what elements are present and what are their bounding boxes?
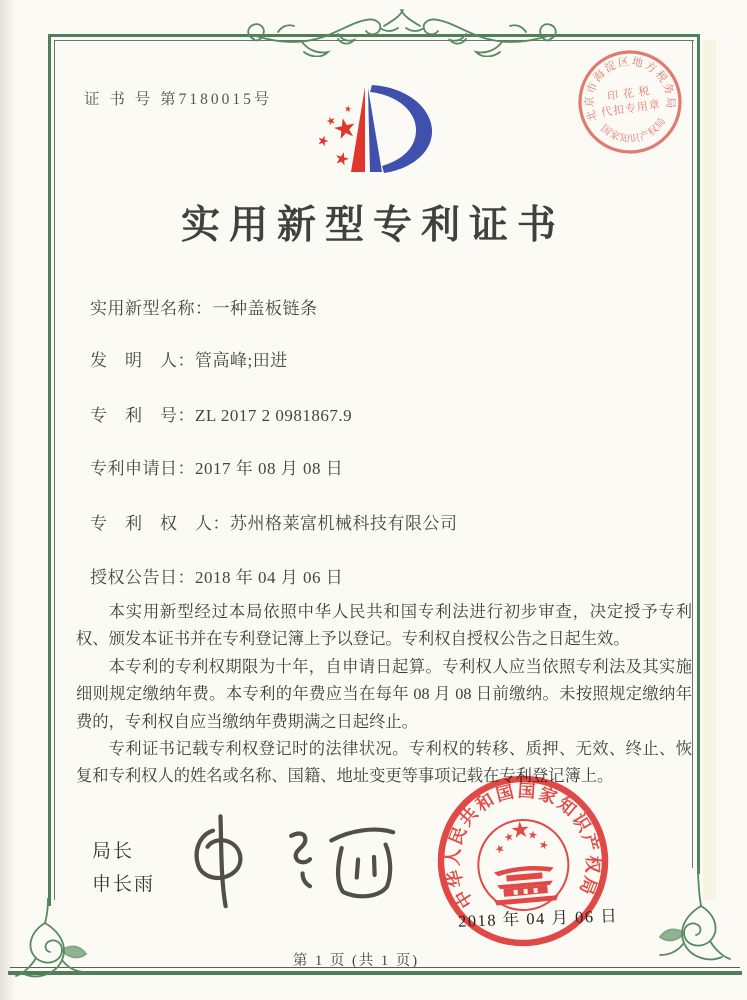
cnipa-logo xyxy=(300,80,450,180)
application-date-field xyxy=(90,454,343,479)
patentee-field xyxy=(90,509,458,534)
scan-edge-shading xyxy=(0,0,16,1000)
scan-streak xyxy=(703,40,716,900)
logo-stars xyxy=(317,105,357,166)
frame-border-bottom xyxy=(8,971,742,975)
page-footer: 第 1 页 (共 1 页) xyxy=(292,953,420,969)
frame-border-left xyxy=(48,34,51,906)
body-paragraph-3: 专利证书记载专利权登记时的法律状况。专利权的转移、质押、无效、终止、恢复和专利权人的姓名或名称、国籍、地址变更等事项记载在专利登记簿上。 xyxy=(76,739,692,786)
tax-stamp xyxy=(568,40,692,164)
body-paragraph-2: 本专利的专利权期限为十年，自申请日起算。专利权人应当依照专利法及其实施细则规定缴纳年费。本专利的年费应当在每年 08 月 08 日前缴纳。未按照规定缴纳年费的，专利权自应当缴纳年费期满之日起终止。 xyxy=(76,656,692,731)
national-emblem xyxy=(475,816,573,914)
officer-name: 申长雨 xyxy=(92,874,156,895)
patent-name-label: 实用新型名称： xyxy=(90,299,213,318)
patent-number-field xyxy=(90,401,352,426)
application-date-value: 2017 年 08 月 08 日 xyxy=(195,459,344,478)
patent-number-label: 专 利 号： xyxy=(90,406,195,425)
application-date-label: 专利申请日： xyxy=(90,459,195,478)
patentee-label: 专 利 权 人： xyxy=(90,514,230,533)
patentee-value: 苏州格莱富机械科技有限公司 xyxy=(230,514,458,533)
tax-stamp-center-line1: 印 花 税 xyxy=(606,85,652,104)
issue-date: 2018 年 04 月 06 日 xyxy=(457,906,619,931)
patent-name-value: 一种盖板链条 xyxy=(212,299,318,318)
logo-cone-red xyxy=(351,87,365,172)
inventor-field xyxy=(90,346,288,371)
certificate-body xyxy=(76,598,692,790)
grant-date-value: 2018 年 04 月 06 日 xyxy=(195,568,344,587)
tax-stamp-arc-top: 北京市海淀区地方税务局 xyxy=(583,55,677,123)
patent-number-value: ZL 2017 2 0981867.9 xyxy=(195,406,353,425)
dragon-ornament-top xyxy=(242,7,562,57)
patent-name-field xyxy=(90,294,318,319)
frame-border-left-inner xyxy=(54,40,55,900)
corner-ornament-bottom-left xyxy=(14,898,92,983)
logo-cone-blue xyxy=(368,88,382,172)
frame-border-right xyxy=(697,34,700,874)
tax-stamp-arc-bottom: 国家知识产权局 xyxy=(598,115,669,146)
inventor-value: 管高峰;田进 xyxy=(195,351,288,370)
inventor-label: 发 明 人： xyxy=(90,351,195,370)
grant-date-field xyxy=(90,563,343,588)
body-paragraph-1: 本实用新型经过本局依照中华人民共和国专利法进行初步审查，决定授予专利权、颁发本证书并在专利登记簿上予以登记。专利权自授权公告之日起生效。 xyxy=(76,602,692,649)
officer-title: 局长 xyxy=(92,841,135,862)
seal-arc-text: 中华人民共和国国家知识产权局 xyxy=(442,780,604,912)
tax-stamp-center-line2: 代扣专用章 xyxy=(600,98,662,120)
officer-signature xyxy=(170,802,404,915)
frame-border-right-inner xyxy=(692,40,693,868)
certificate-title: 实用新型专利证书 xyxy=(180,204,565,247)
svg-text:国家知识产权局 xyxy=(597,114,671,150)
grant-date-label: 授权公告日： xyxy=(90,568,195,587)
certificate-number: 证 书 号 第7180015号 xyxy=(84,91,273,108)
